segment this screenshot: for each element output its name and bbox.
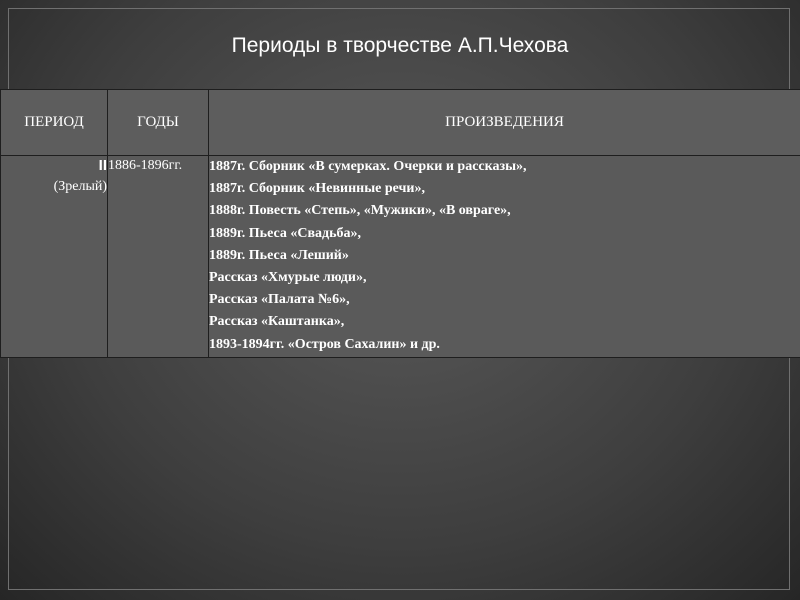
- header-years: ГОДЫ: [108, 90, 209, 156]
- table-header-row: [1, 90, 800, 156]
- work-item: 1889г. Пьеса «Свадьба»,: [209, 225, 361, 241]
- header-works: ПРОИЗВЕДЕНИЯ: [209, 90, 800, 156]
- work-item: Рассказ «Палата №6»,: [209, 292, 350, 308]
- work-item: Рассказ «Каштанка»,: [209, 314, 345, 330]
- periods-table: [0, 89, 800, 358]
- table-row: [1, 156, 800, 358]
- work-item: 1893-1894гг. «Остров Сахалин» и др.: [209, 336, 440, 352]
- years-cell: 1886-1896гг.: [108, 156, 209, 358]
- works-cell: [209, 156, 800, 358]
- work-item: Рассказ «Хмурые люди»,: [209, 270, 367, 286]
- work-item: 1888г. Повесть «Степь», «Мужики», «В овраге»,: [209, 203, 511, 219]
- work-item: 1887г. Сборник «Невинные речи»,: [209, 181, 425, 197]
- period-cell: [1, 156, 108, 358]
- period-name: (Зрелый): [53, 179, 107, 194]
- slide-title: Периоды в творчестве А.П.Чехова: [231, 34, 569, 57]
- header-period: ПЕРИОД: [1, 90, 108, 156]
- work-item: 1887г. Сборник «В сумерках. Очерки и рассказы»,: [209, 159, 527, 174]
- period-number: II: [98, 157, 107, 174]
- work-item: 1889г. Пьеса «Леший»: [209, 247, 349, 263]
